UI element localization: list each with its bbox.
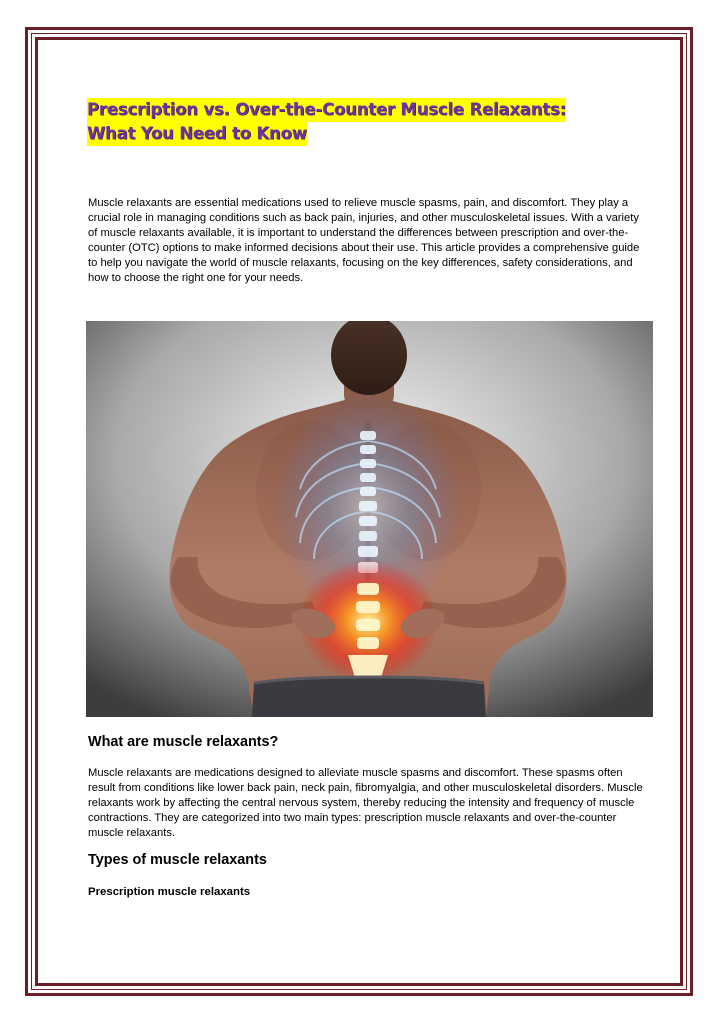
back-pain-spine-illustration-icon bbox=[86, 321, 653, 717]
subsection-heading-prescription-muscle-relaxants: Prescription muscle relaxants bbox=[88, 886, 251, 898]
section-heading-types-of-muscle-relaxants: Types of muscle relaxants bbox=[88, 852, 267, 868]
article-title bbox=[87, 98, 627, 146]
article-title-line-1: Prescription vs. Over-the-Counter Muscle Relaxants: bbox=[87, 98, 566, 122]
article-title-line-2: What You Need to Know bbox=[87, 122, 307, 146]
hero-image bbox=[86, 321, 653, 717]
section-paragraph-what-are-muscle-relaxants: Muscle relaxants are medications designed to alleviate muscle spasms and discomfort. These spasms often result from conditions like lower back pain, neck pain, fibromyalgia, and other musculoskeletal disorders. Muscle relaxants work by affecting the central nervous system, thereby reducing the intensity and frequency of muscle contractions. They are categorized into two main types: prescription muscle relaxants and over-the-counter muscle relaxants. bbox=[88, 767, 643, 840]
section-heading-what-are-muscle-relaxants: What are muscle relaxants? bbox=[88, 734, 279, 750]
intro-paragraph: Muscle relaxants are essential medications used to relieve muscle spasms, pain, and discomfort. They play a crucial role in managing conditions such as back pain, injuries, and other musculoskeletal issues. With a variety of muscle relaxants available, it is important to understand the differences between prescription and over-the-counter (OTC) options to make informed decisions about their use. This article provides a comprehensive guide to help you navigate the world of muscle relaxants, focusing on the key differences, safety considerations, and how to choose the right one for your needs. bbox=[88, 197, 640, 285]
